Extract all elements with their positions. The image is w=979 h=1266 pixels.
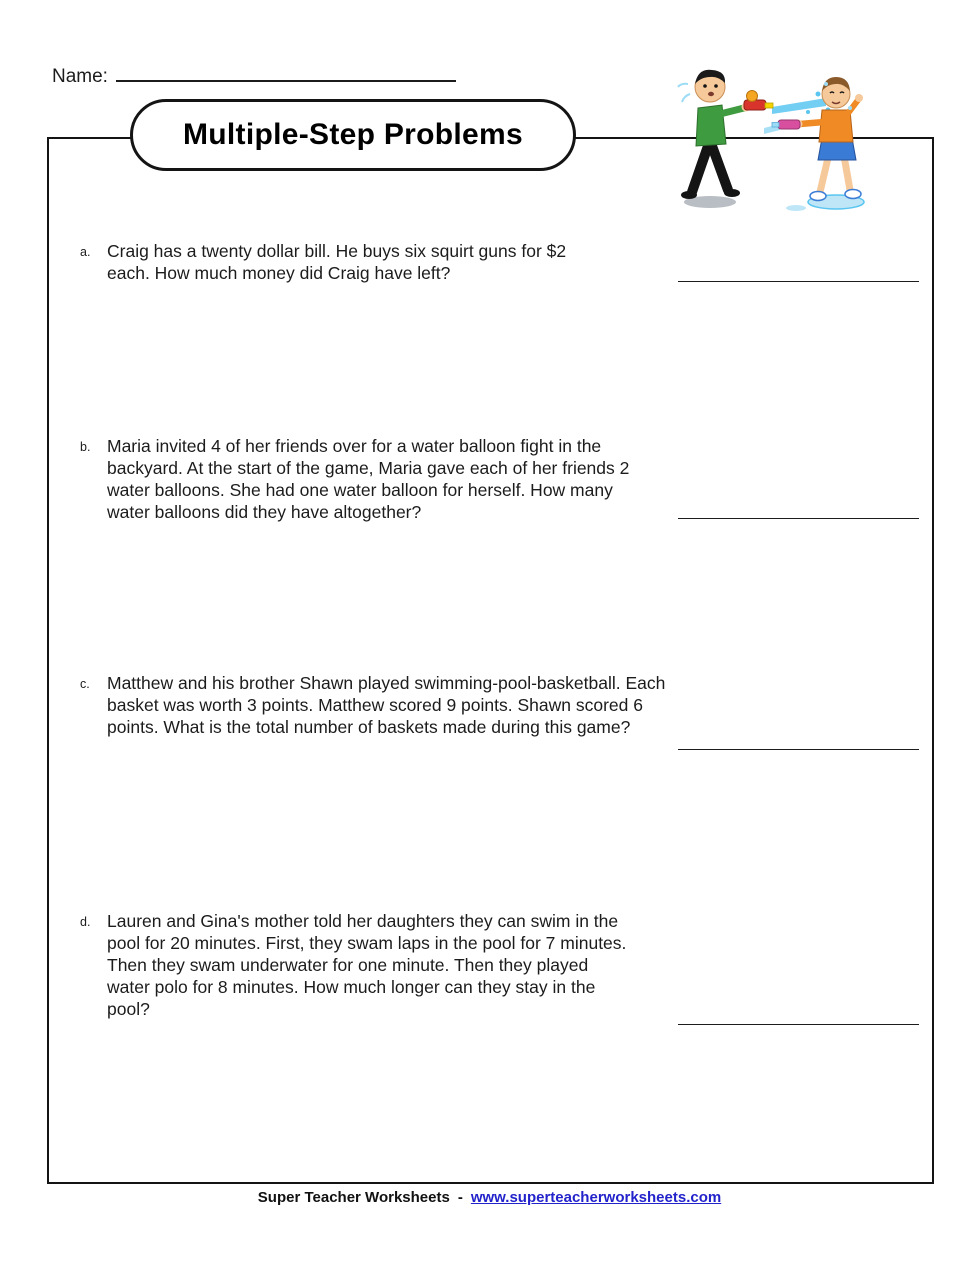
problem-d [80, 910, 635, 1020]
footer-brand: Super Teacher Worksheets [257, 1189, 450, 1206]
answer-line-c[interactable] [678, 749, 919, 750]
squirt-gun-kids-illustration [668, 50, 888, 215]
answer-line-d[interactable] [678, 1024, 919, 1025]
problem-c [80, 672, 699, 738]
answer-line-a[interactable] [678, 281, 919, 282]
title-banner [130, 99, 576, 171]
problem-a [80, 240, 582, 284]
footer [0, 1189, 979, 1206]
problem-a-label: a. [80, 245, 91, 259]
problem-b-text: Maria invited 4 of her friends over for a water balloon fight in the backyard. At the start of the game, Maria gave each of her friends 2 water balloons. She had one water balloon for herself. How many water balloons did they have altogether? [107, 436, 630, 522]
water-fight-clipart [668, 50, 888, 215]
problem-c-text: Matthew and his brother Shawn played swimming-pool-basketball. Each basket was worth 3 points. Matthew scored 9 points. Shawn scored 6 points. What is the total number of baskets made during this game? [107, 673, 666, 737]
problem-b [80, 435, 647, 523]
problem-c-label: c. [80, 677, 90, 691]
answer-line-b[interactable] [678, 518, 919, 519]
footer-separator: - [457, 1189, 463, 1206]
name-row [52, 60, 456, 88]
name-label: Name: [52, 66, 108, 87]
problem-b-label: b. [80, 440, 91, 454]
page-title: Multiple-Step Problems [183, 118, 523, 151]
footer-link[interactable]: www.superteacherworksheets.com [470, 1189, 722, 1206]
problem-a-text: Craig has a twenty dollar bill. He buys six squirt guns for $2 each. How much money did Craig have left? [107, 241, 567, 283]
problem-d-text: Lauren and Gina's mother told her daughters they can swim in the pool for 20 minutes. First, they swam laps in the pool for 7 minutes. Then they swam underwater for one minute. Then they played water polo for 8 minutes. How much longer can they stay in the pool? [107, 911, 627, 1019]
name-fill-in-line[interactable] [116, 60, 456, 82]
worksheet-frame [47, 137, 934, 1184]
problem-d-label: d. [80, 915, 91, 929]
